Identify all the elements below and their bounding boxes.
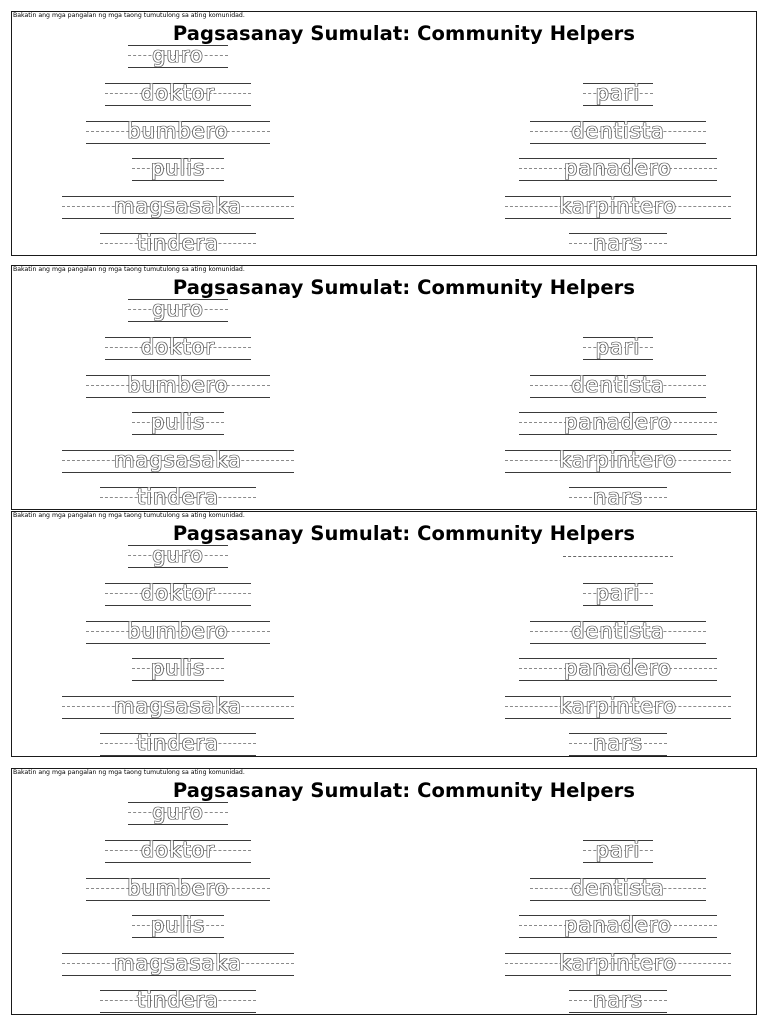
trace-word-karpintero [505,450,731,473]
trace-word-pulis [132,412,224,435]
trace-word-text: nars [593,988,643,1012]
trace-word-text: bumbero [127,373,229,397]
trace-word-text: dentista [571,119,665,143]
trace-word-text: panadero [564,156,672,180]
trace-word-bumbero [86,121,270,144]
trace-word-text: pari [595,581,641,605]
trace-word-pari [583,583,653,606]
trace-word-text: panadero [564,410,672,434]
trace-word-text: guro [152,800,204,824]
trace-word-text: tindera [136,231,220,255]
trace-word-dentista [530,375,706,398]
trace-word-guro [128,545,228,568]
trace-word-text: doktor [140,81,216,105]
trace-word-text: panadero [564,913,672,937]
trace-word-pari [583,337,653,360]
worksheet-title: Pagsasanay Sumulat: Community Helpers [172,276,636,299]
trace-word-text: karpintero [559,951,677,975]
trace-word-text: magsasaka [114,951,242,975]
trace-word-guro [128,45,228,68]
trace-word-panadero [519,658,717,681]
trace-word-pulis [132,915,224,938]
trace-word-text: bumbero [127,619,229,643]
instruction-text: Bakatin ang mga pangalan ng mga taong tumutulong sa ating komunidad. [13,512,245,519]
trace-word-pulis [132,158,224,181]
trace-word-text: guro [152,297,204,321]
trace-word-bumbero [86,621,270,644]
trace-word-dentista [530,621,706,644]
worksheet-2 [11,265,757,510]
worksheet-4 [11,768,757,1015]
trace-word-magsasaka [62,196,294,219]
trace-word-text: nars [593,731,643,755]
trace-word-text: nars [593,231,643,255]
trace-word-pulis [132,658,224,681]
trace-word-magsasaka [62,953,294,976]
trace-word-panadero [519,158,717,181]
instruction-text: Bakatin ang mga pangalan ng mga taong tumutulong sa ating komunidad. [13,12,245,19]
trace-word-text: doktor [140,581,216,605]
trace-word-text: magsasaka [114,448,242,472]
worksheet-title: Pagsasanay Sumulat: Community Helpers [172,522,636,545]
trace-word-text: pari [595,838,641,862]
trace-word-text: pari [595,335,641,359]
trace-word-text: magsasaka [114,194,242,218]
trace-word-dentista [530,121,706,144]
trace-word-text: karpintero [559,448,677,472]
trace-word-text: magsasaka [114,694,242,718]
trace-word-dentista [530,878,706,901]
trace-word-panadero [519,915,717,938]
trace-word-nars [569,990,667,1013]
trace-word-text: bumbero [127,876,229,900]
trace-word-text: guro [152,543,204,567]
worksheet-title: Pagsasanay Sumulat: Community Helpers [172,22,636,45]
trace-word-text: pari [595,81,641,105]
trace-word-text: dentista [571,373,665,397]
trace-word-bumbero [86,375,270,398]
trace-word-text: pulis [150,156,206,180]
instruction-text: Bakatin ang mga pangalan ng mga taong tumutulong sa ating komunidad. [13,769,245,776]
trace-word-text: doktor [140,335,216,359]
trace-word-text: pulis [150,913,206,937]
trace-word-text: doktor [140,838,216,862]
trace-word-tindera [100,733,256,756]
worksheet-3 [11,511,757,757]
trace-word-karpintero [505,953,731,976]
trace-word-nars [569,487,667,510]
worksheet-1 [11,11,757,256]
trace-word-guro [128,802,228,825]
trace-word-karpintero [505,696,731,719]
trace-word-text: guro [152,43,204,67]
trace-word-tindera [100,233,256,256]
worksheet-title: Pagsasanay Sumulat: Community Helpers [172,779,636,802]
trace-word-doktor [105,583,251,606]
trace-word-bumbero [86,878,270,901]
trace-word-text: dentista [571,619,665,643]
blank-trace-line [563,545,673,557]
trace-word-doktor [105,83,251,106]
trace-word-text: dentista [571,876,665,900]
trace-word-text: karpintero [559,694,677,718]
trace-word-text: tindera [136,988,220,1012]
trace-word-tindera [100,487,256,510]
trace-word-text: panadero [564,656,672,680]
trace-word-text: tindera [136,485,220,509]
trace-word-text: tindera [136,731,220,755]
trace-word-guro [128,299,228,322]
trace-word-pari [583,83,653,106]
trace-word-doktor [105,840,251,863]
trace-word-text: karpintero [559,194,677,218]
trace-word-nars [569,233,667,256]
trace-word-tindera [100,990,256,1013]
trace-word-text: nars [593,485,643,509]
instruction-text: Bakatin ang mga pangalan ng mga taong tumutulong sa ating komunidad. [13,266,245,273]
trace-word-nars [569,733,667,756]
trace-word-karpintero [505,196,731,219]
trace-word-panadero [519,412,717,435]
trace-word-text: bumbero [127,119,229,143]
trace-word-pari [583,840,653,863]
trace-word-magsasaka [62,450,294,473]
trace-word-magsasaka [62,696,294,719]
trace-word-doktor [105,337,251,360]
trace-word-text: pulis [150,656,206,680]
trace-word-text: pulis [150,410,206,434]
